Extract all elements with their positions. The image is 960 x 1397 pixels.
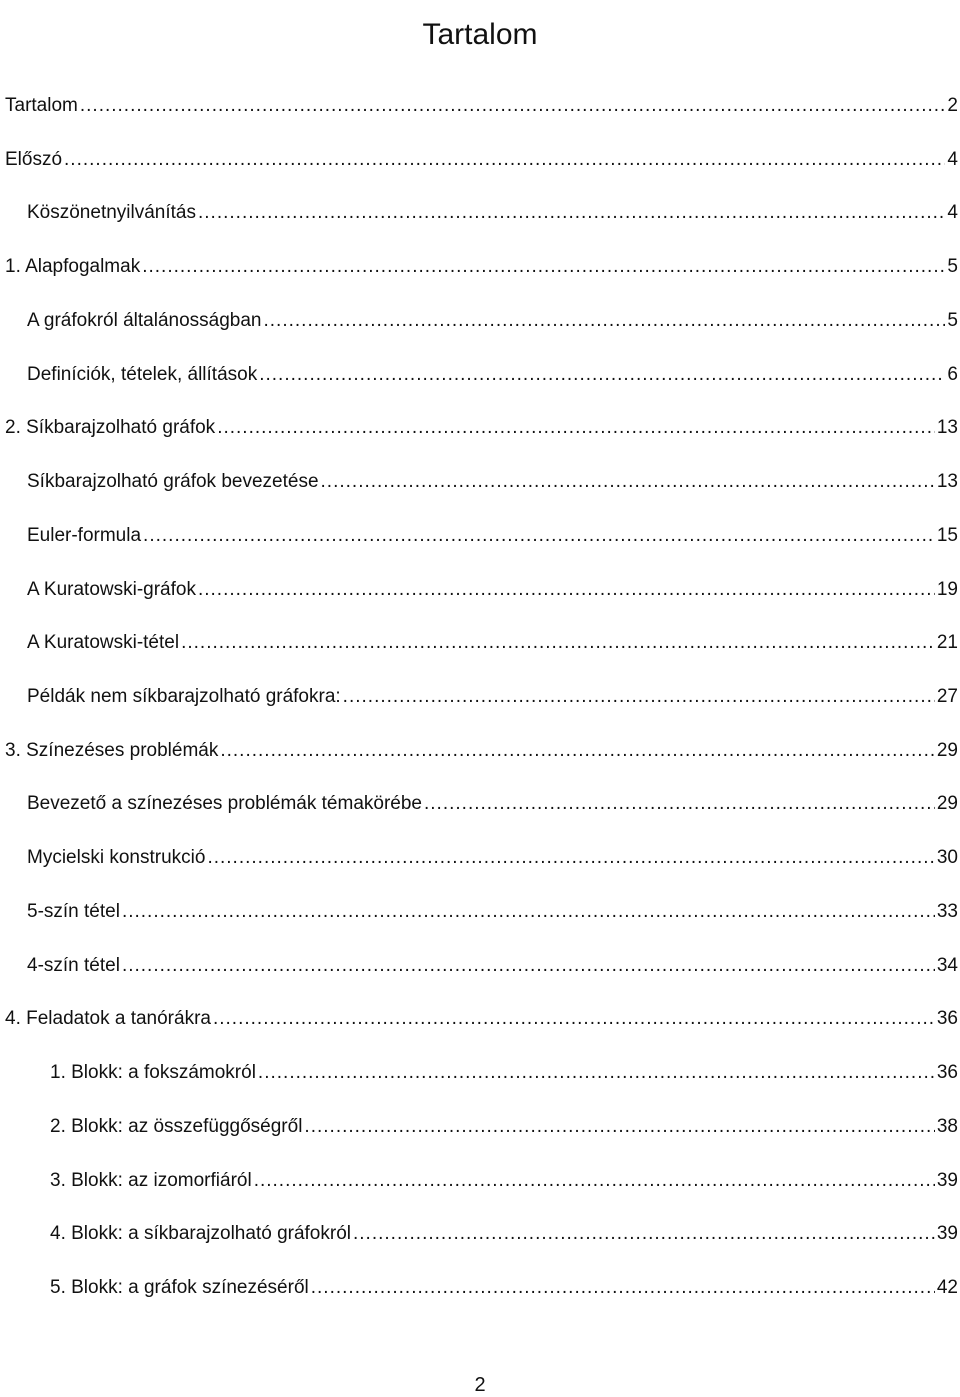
toc-entry-label: 2. Blokk: az összefüggőségről — [50, 1116, 303, 1137]
toc-entry-page: 13 — [936, 417, 958, 438]
dot-leader — [264, 308, 946, 334]
toc-entry-page: 39 — [936, 1170, 958, 1191]
dot-leader — [198, 577, 935, 603]
toc-entry-blokk-1[interactable] — [0, 1060, 960, 1086]
page-number: 2 — [474, 1374, 486, 1396]
toc-entry-peldak[interactable] — [0, 684, 960, 710]
toc-entry-sikbarajzolhato[interactable] — [0, 415, 960, 441]
toc-entry-page: 4 — [947, 149, 958, 170]
toc-entry-page: 30 — [936, 847, 958, 868]
dot-leader — [311, 1275, 935, 1301]
toc-entry-page: 33 — [936, 901, 958, 922]
toc-entry-koszonetnyilvanitas[interactable] — [0, 200, 960, 226]
toc-entry-page: 36 — [936, 1062, 958, 1083]
dot-leader — [142, 254, 945, 280]
toc-entry-szinezeses-problemak[interactable] — [0, 738, 960, 764]
toc-entry-mycielski[interactable] — [0, 845, 960, 871]
toc-entry-label: Tartalom — [5, 95, 78, 116]
toc-entry-eloszo[interactable] — [0, 147, 960, 173]
toc-entry-4-szin-tetel[interactable] — [0, 953, 960, 979]
dot-leader — [304, 1114, 934, 1140]
toc-entry-page: 6 — [947, 364, 958, 385]
toc-entry-label: 4-szín tétel — [27, 955, 120, 976]
dot-leader — [258, 1060, 935, 1086]
toc-entry-label: 5-szín tétel — [27, 901, 120, 922]
page-title: Tartalom — [422, 18, 538, 52]
toc-entry-label: 2. Síkbarajzolható gráfok — [5, 417, 216, 438]
dot-leader — [122, 899, 935, 925]
toc-entry-label: Előszó — [5, 149, 63, 170]
toc-entry-label: Síkbarajzolható gráfok bevezetése — [27, 471, 319, 492]
toc-entry-label: Definíciók, tételek, állítások — [27, 364, 258, 385]
toc-entry-label: 1. Alapfogalmak — [5, 256, 141, 277]
toc-entry-label: A Kuratowski-gráfok — [27, 579, 196, 600]
toc-entry-label: Euler-formula — [27, 525, 142, 546]
toc-entry-page: 38 — [936, 1116, 958, 1137]
toc-entry-label: 4. Feladatok a tanórákra — [5, 1008, 211, 1029]
dot-leader — [80, 93, 946, 119]
toc-entry-page: 5 — [947, 310, 958, 331]
toc-entry-grafokrol[interactable] — [0, 308, 960, 334]
dot-leader — [217, 415, 935, 441]
toc-entry-tartalom[interactable] — [0, 93, 960, 119]
dot-leader — [198, 200, 945, 226]
dot-leader — [207, 845, 934, 871]
toc-entry-page: 5 — [947, 256, 958, 277]
toc-entry-page: 27 — [936, 686, 958, 707]
toc-entry-alapfogalmak[interactable] — [0, 254, 960, 280]
toc-entry-label: 5. Blokk: a gráfok színezéséről — [50, 1277, 309, 1298]
toc-entry-label: 4. Blokk: a síkbarajzolható gráfokról — [50, 1223, 351, 1244]
toc-entry-blokk-4[interactable] — [0, 1221, 960, 1247]
toc-entry-page: 39 — [936, 1223, 958, 1244]
dot-leader — [181, 630, 935, 656]
toc-entry-page: 42 — [936, 1277, 958, 1298]
dot-leader — [259, 362, 945, 388]
toc-entry-page: 21 — [936, 632, 958, 653]
toc-entry-label: 3. Színezéses problémák — [5, 740, 219, 761]
dot-leader — [343, 684, 935, 710]
toc-entry-page: 19 — [936, 579, 958, 600]
dot-leader — [220, 738, 935, 764]
toc-entry-page: 29 — [936, 793, 958, 814]
dot-leader — [213, 1006, 935, 1032]
toc-entry-label: Köszönetnyilvánítás — [27, 202, 196, 223]
toc-entry-bevezeto[interactable] — [0, 791, 960, 817]
toc-entry-blokk-3[interactable] — [0, 1168, 960, 1194]
toc-entry-blokk-5[interactable] — [0, 1275, 960, 1301]
toc-entry-kuratowski-grafok[interactable] — [0, 577, 960, 603]
toc-entry-label: A gráfokról általánosságban — [27, 310, 262, 331]
toc-entry-page: 4 — [947, 202, 958, 223]
toc-entry-sikbarajzolhato-bevezetese[interactable] — [0, 469, 960, 495]
toc-entry-blokk-2[interactable] — [0, 1114, 960, 1140]
toc-entry-label: Példák nem síkbarajzolható gráfokra: — [27, 686, 341, 707]
toc-entry-label: A Kuratowski-tétel — [27, 632, 180, 653]
dot-leader — [424, 791, 935, 817]
toc-entry-page: 2 — [947, 95, 958, 116]
toc-entry-page: 36 — [936, 1008, 958, 1029]
toc-entry-feladatok[interactable] — [0, 1006, 960, 1032]
dot-leader — [254, 1168, 935, 1194]
toc-entry-label: 1. Blokk: a fokszámokról — [50, 1062, 256, 1083]
toc-entry-label: 3. Blokk: az izomorfiáról — [50, 1170, 252, 1191]
toc-entry-5-szin-tetel[interactable] — [0, 899, 960, 925]
toc-entry-definiciok[interactable] — [0, 362, 960, 388]
toc-entry-label: Mycielski konstrukció — [27, 847, 206, 868]
toc-entry-label: Bevezető a színezéses problémák témakörébe — [27, 793, 422, 814]
dot-leader — [321, 469, 935, 495]
toc-entry-euler-formula[interactable] — [0, 523, 960, 549]
dot-leader — [353, 1221, 935, 1247]
toc-entry-page: 15 — [936, 525, 958, 546]
toc-entry-page: 13 — [936, 471, 958, 492]
dot-leader — [64, 147, 945, 173]
dot-leader — [143, 523, 935, 549]
toc-entry-kuratowski-tetel[interactable] — [0, 630, 960, 656]
dot-leader — [122, 953, 935, 979]
toc-entry-page: 34 — [936, 955, 958, 976]
toc-entry-page: 29 — [936, 740, 958, 761]
